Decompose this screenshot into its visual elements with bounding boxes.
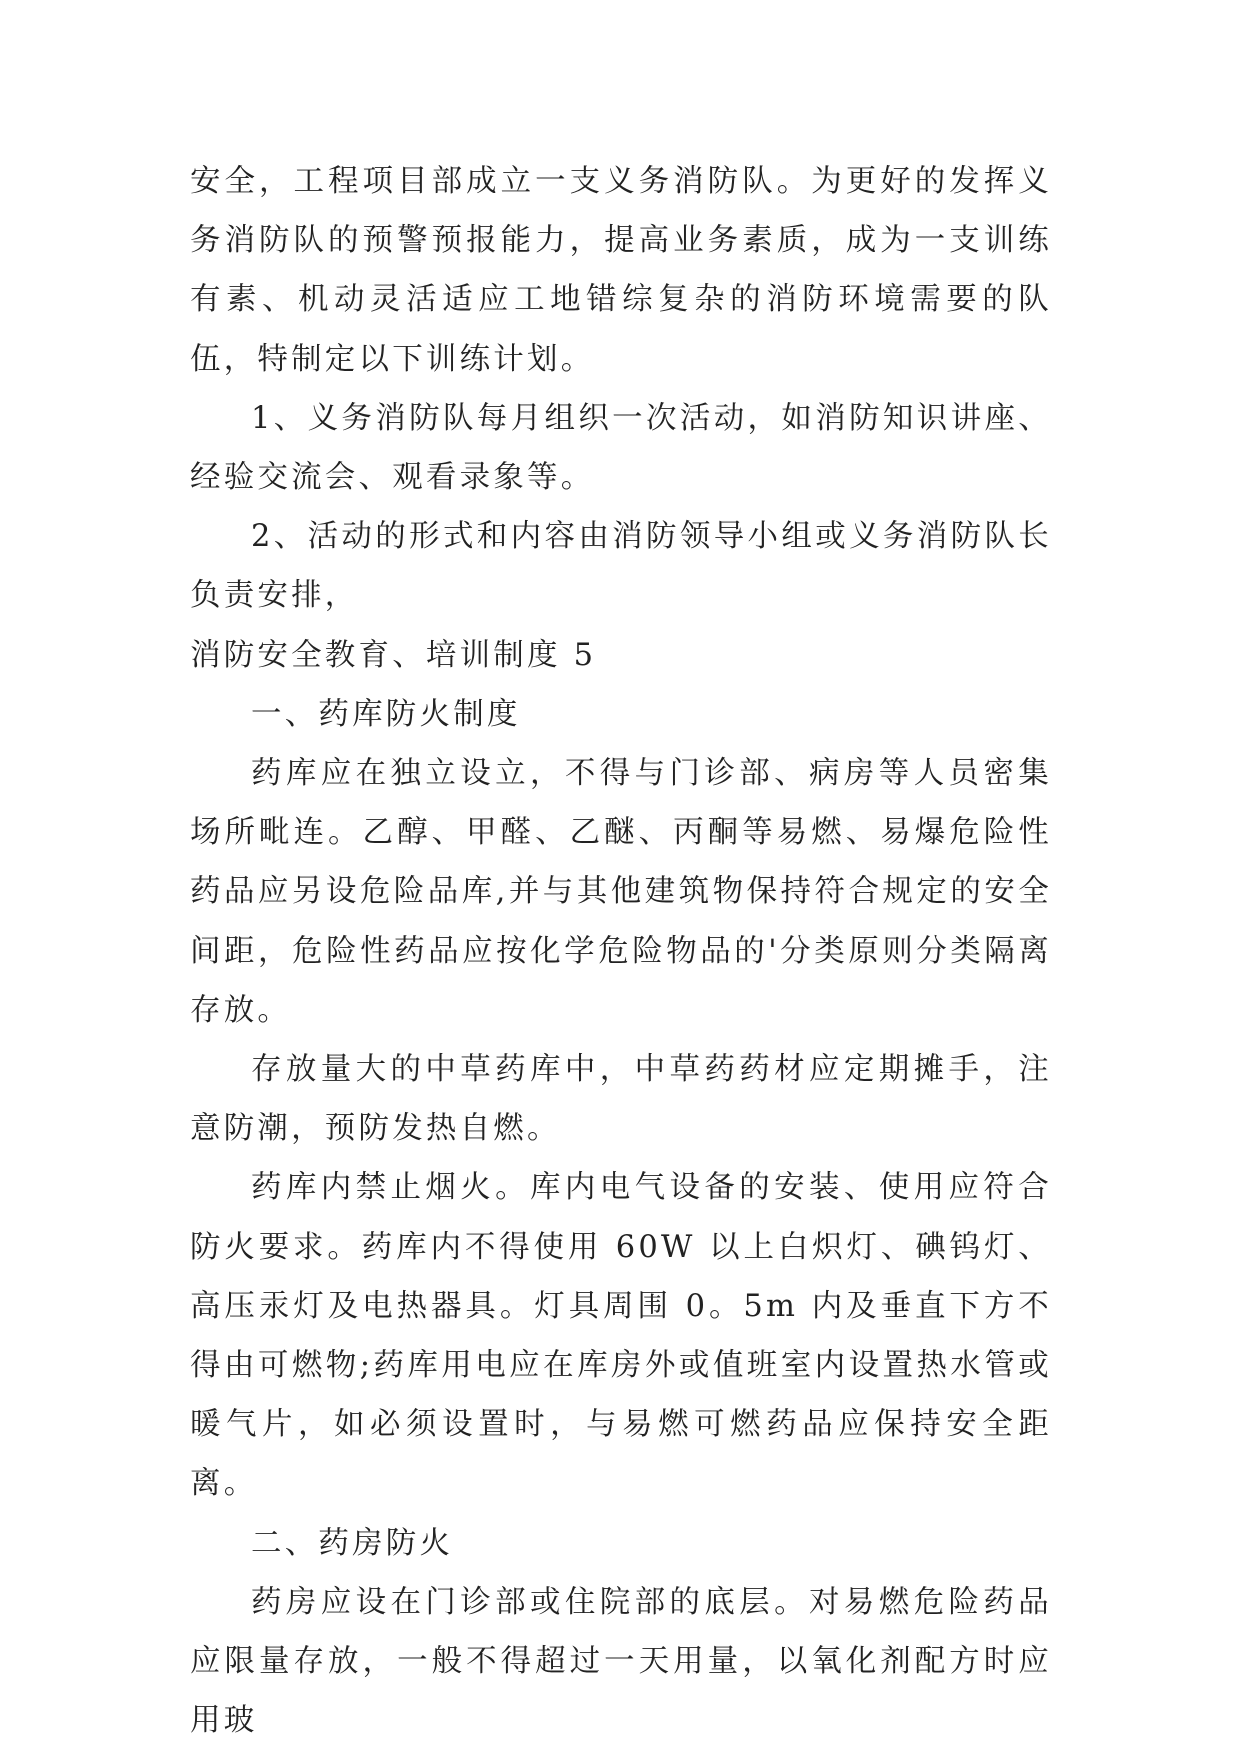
subsection-heading-2: 二、药房防火 — [251, 1525, 454, 1561]
paragraph-pharmacy-store-2: 存放量大的中草药库中，中草药药材应定期摊手，注意防潮，预防发热自燃。 — [190, 1052, 1052, 1147]
section-title: 消防安全教育、培训制度 5 — [190, 637, 597, 673]
subsection-heading-1: 一、药库防火制度 — [251, 696, 521, 732]
paragraph-pharmacy-store-3: 药库内禁止烟火。库内电气设备的安装、使用应符合防火要求。药库内不得使用 60W 以上白炽灯、碘钨灯、高压汞灯及电热器具。灯具周围 0。5m 内及垂直下方不得由可燃物;药库用电应在库房外或值班室内设置热水管或暖气片，如必须设置时，与易燃可燃药品应保持安全距离。 — [190, 1170, 1052, 1502]
document-body — [190, 152, 1052, 1750]
paragraph-intro: 安全，工程项目部成立一支义务消防队。为更好的发挥义务消防队的预警预报能力，提高业务素质，成为一支训练有素、机动灵活适应工地错综复杂的消防环境需要的队伍，特制定以下训练计划。 — [190, 164, 1052, 377]
paragraph-item-2: 2、活动的形式和内容由消防领导小组或义务消防队长负责安排， — [190, 519, 1052, 614]
paragraph-pharmacy-store-1: 药库应在独立设立，不得与门诊部、病房等人员密集场所毗连。乙醇、甲醛、乙醚、丙酮等易燃、易爆危险性药品应另设危险品库,并与其他建筑物保持符合规定的安全间距，危险性药品应按化学危险物品的'分类原则分类隔离存放。 — [190, 756, 1052, 1028]
paragraph-pharmacy-room: 药房应设在门诊部或住院部的底层。对易燃危险药品应限量存放，一般不得超过一天用量，以氧化剂配方时应用玻 — [190, 1584, 1052, 1739]
paragraph-item-1: 1、义务消防队每月组织一次活动，如消防知识讲座、经验交流会、观看录象等。 — [190, 400, 1052, 496]
